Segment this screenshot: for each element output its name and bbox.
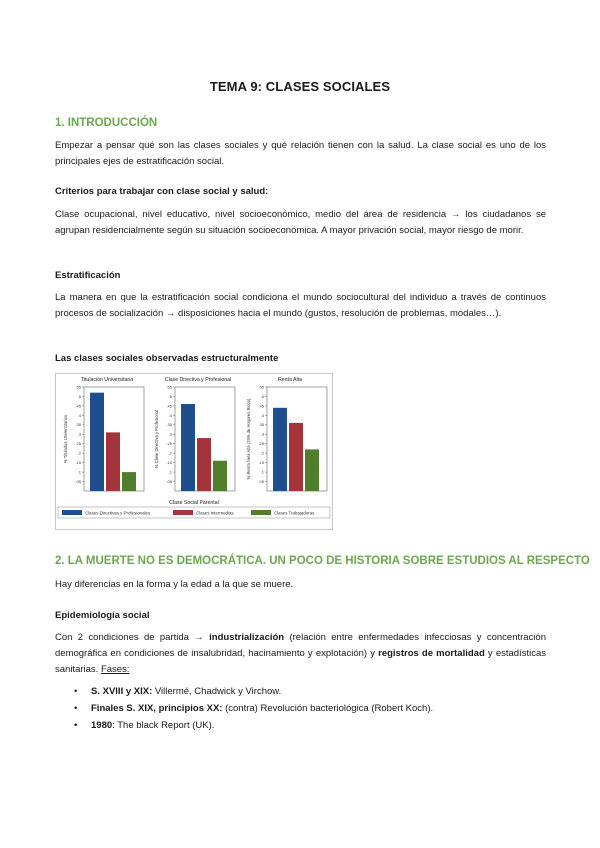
epidemiologia-heading: Epidemiología social [55,610,150,621]
epi-fases-label: Fases: [100,664,130,675]
estratificacion-paragraph: La manera en que la estratificación social condiciona el mundo sociocultural del individuo a través de continuos procesos de socialización → disposiciones hacia el mundo (gustos, resolución de problemas, modales…). [55,292,546,319]
epidemiologia-paragraph [55,630,546,678]
y-tick-label: .05 [166,478,172,484]
section-heading-muerte: 2. LA MUERTE NO ES DEMOCRÁTICA. UN POCO DE HISTORIA SOBRE ESTUDIOS AL RESPECTO [55,555,590,567]
list-item-text: Villermé, Chadwick y Virchow. [152,686,282,697]
y-tick-label: .35 [166,422,172,428]
intro-paragraph: Empezar a pensar qué son las clases sociales y qué relación tienen con la salud. La clase social es uno de los principales ejes de estratificación social. [55,140,546,167]
panel-title: Renta Alta [278,377,302,383]
y-tick-label: .45 [75,403,81,409]
epi-text-1: Con 2 condiciones de partida → [55,632,210,643]
y-tick-label: .15 [75,460,81,466]
y-tick-label: .55 [258,384,264,390]
list-item-text: (contra) Revolución bacteriológica (Robert Koch). [222,703,434,714]
panel-title: Titulación Universitaria [80,377,134,383]
legend-title: Clase Social Parental [169,500,219,506]
legend-label: Clases Directivas y Profesionales [85,510,151,516]
panel-y-axis-label: % Renta Nela Alta (25% de Hogares Ricos) [246,398,251,480]
y-tick-label: .15 [166,460,172,466]
y-tick-label: .4 [168,412,172,418]
muerte-intro-paragraph: Hay diferencias en la forma y la edad a la que se muere. [55,579,294,590]
bar-1-1 [90,393,104,491]
y-tick-label: .35 [258,422,264,428]
y-tick-label: .05 [75,478,81,484]
estratificacion-heading: Estratificación [55,270,121,281]
clases-sociales-heading: Las clases sociales observadas estructuralmente [55,353,279,364]
y-tick-label: .55 [75,384,81,390]
epi-text-3: y estadísticas sanitarias. [55,648,546,675]
bar-2-2 [197,438,211,491]
section-heading-introduccion: 1. INTRODUCCIÓN [55,117,158,129]
y-tick-label: .2 [168,450,172,456]
y-tick-label: .2 [260,450,264,456]
y-tick-label: .3 [260,431,264,437]
y-tick-label: .4 [260,412,264,418]
y-tick-label: .25 [166,441,172,447]
bar-3-2 [289,423,303,491]
list-item-bold: 1980 [91,720,113,731]
list-item [55,683,546,700]
panel-y-axis-label: % Titulados Universitarios [63,414,68,464]
y-tick-label: .2 [77,450,81,456]
fases-list [55,683,546,734]
panel-title: Clase Directiva y Profesional [164,377,232,383]
y-tick-label: .45 [258,403,264,409]
page-title: TEMA 9: CLASES SOCIALES [209,79,391,94]
y-tick-label: .45 [166,403,172,409]
y-tick-label: .25 [75,441,81,447]
y-tick-label: .5 [260,393,264,399]
list-item-bold: Finales S. XIX, principios XX: [91,703,223,714]
y-tick-label: .15 [258,460,264,466]
legend-swatch [62,510,82,515]
bar-3-3 [305,449,319,491]
y-tick-label: .05 [258,478,264,484]
y-tick-label: .3 [77,431,81,437]
bar-2-3 [213,461,227,491]
bar-1-3 [122,472,136,491]
legend-swatch [251,510,271,515]
criterios-heading: Criterios para trabajar con clase social y salud: [55,186,269,197]
bar-2-1 [181,404,195,491]
list-item [55,700,546,717]
legend-label: Clases Intermedias [196,510,234,516]
bar-3-1 [273,408,287,491]
legend-swatch [173,510,193,515]
panel-y-axis-label: % Clase Directiva y Profesional [154,409,159,469]
bar-1-2 [106,432,120,491]
y-tick-label: .35 [75,422,81,428]
epi-bold-registros: registros de mortalidad [378,648,485,659]
list-item-text: : The black Report (UK). [112,720,215,731]
y-tick-label: .3 [168,431,172,437]
legend-label: Clases Trabajadoras [274,510,315,516]
criterios-paragraph: Clase ocupacional, nivel educativo, nivel socioeconómico, medio del área de residencia → los ciudadanos se agrupan residencialmente según su situación socioeconómica. A mayor privación social, mayor riesgo de morir. [55,209,546,236]
y-tick-label: .5 [77,393,81,399]
y-tick-label: .1 [260,469,264,475]
epi-bold-industrializacion: industrialización [209,632,285,643]
y-tick-label: .1 [168,469,172,475]
bullet-icon: • [74,686,78,697]
epi-text-2: (relación entre enfermedades infecciosas y concentración demográfica en condiciones de insalubridad, hacinamiento y explotación) y [55,632,546,659]
y-tick-label: .25 [258,441,264,447]
list-item-bold: S. XVIII y XIX: [91,686,153,697]
y-tick-label: .5 [168,393,172,399]
y-tick-label: .4 [77,412,81,418]
clases-sociales-chart [55,373,333,530]
y-tick-label: .1 [77,469,81,475]
y-tick-label: .55 [166,384,172,390]
bullet-icon: • [74,720,78,731]
bullet-icon: • [74,703,78,714]
list-item [55,717,546,734]
